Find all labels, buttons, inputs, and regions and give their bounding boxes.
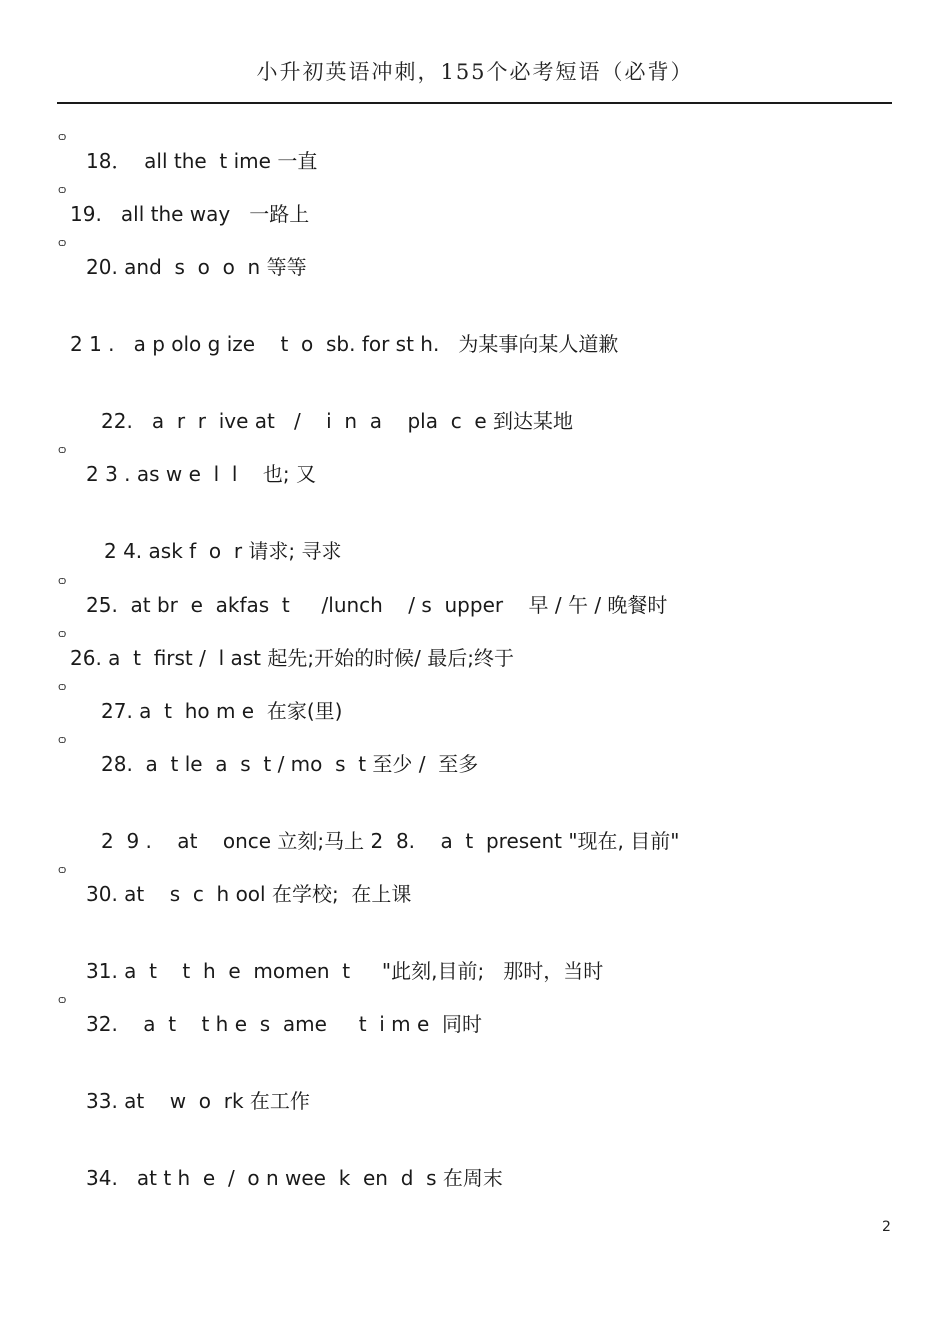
bullet-marker: ѻ [58,183,67,196]
phrase-entry: 34. at t h e / o n wee k en d s 在周末 [86,1166,503,1190]
phrase-entry: 26. a t first / l ast 起先;开始的时候/ 最后;终于 [70,646,514,670]
bullet-marker: ѻ [58,733,67,746]
phrase-entry: 2 1 . a p olo g ize t o sb. for st h. 为某事向某人道歉 [70,332,619,356]
phrase-entry: 18． all the t ime 一直 [86,149,318,173]
bullet-marker: ѻ [58,863,67,876]
bullet-marker: ѻ [58,443,67,456]
bullet-marker: ѻ [58,993,67,1006]
phrase-entry: 27. a t ho m e 在家(里) [101,699,343,723]
phrase-entry: 33. at w o rk 在工作 [86,1089,310,1113]
phrase-entry: 19. all the way 一路上 [70,202,310,226]
phrase-entry: 28. a t le a s t / mo s t 至少 / 至多 [101,752,479,776]
header-divider [57,102,892,104]
phrase-entry: 20. and s o o n 等等 [86,255,307,279]
phrase-entry: 2 4. ask f o r 请求; 寻求 [104,539,342,563]
bullet-marker: ѻ [58,627,67,640]
phrase-entry: 31. a t t h e momen t "此刻,目前; 那时，当时 [86,959,604,983]
phrase-entry: 22. a r r ive at / i n a pla c e 到达某地 [101,409,574,433]
bullet-marker: ѻ [58,574,67,587]
bullet-marker: ѻ [58,680,67,693]
bullet-marker: ѻ [58,130,67,143]
page-number: 2 [882,1219,891,1235]
phrase-entry: 25. at br e akfas t /lunch / s upper 早 / 午 / 晚餐时 [86,593,668,617]
phrase-entry: 2 3 . as w e l l 也; 又 [86,462,316,486]
phrase-entry: 32. a t t h e s ame t i m e 同时 [86,1012,483,1036]
phrase-entry: 30. at s c h ool 在学校; 在上课 [86,882,412,906]
phrase-entry: 2 9 . at once 立刻;马上 2 8. a t present "现在, 目前" [101,829,680,853]
page-title: 小升初英语冲刺，155个必考短语（必背） [256,60,694,84]
bullet-marker: ѻ [58,236,67,249]
